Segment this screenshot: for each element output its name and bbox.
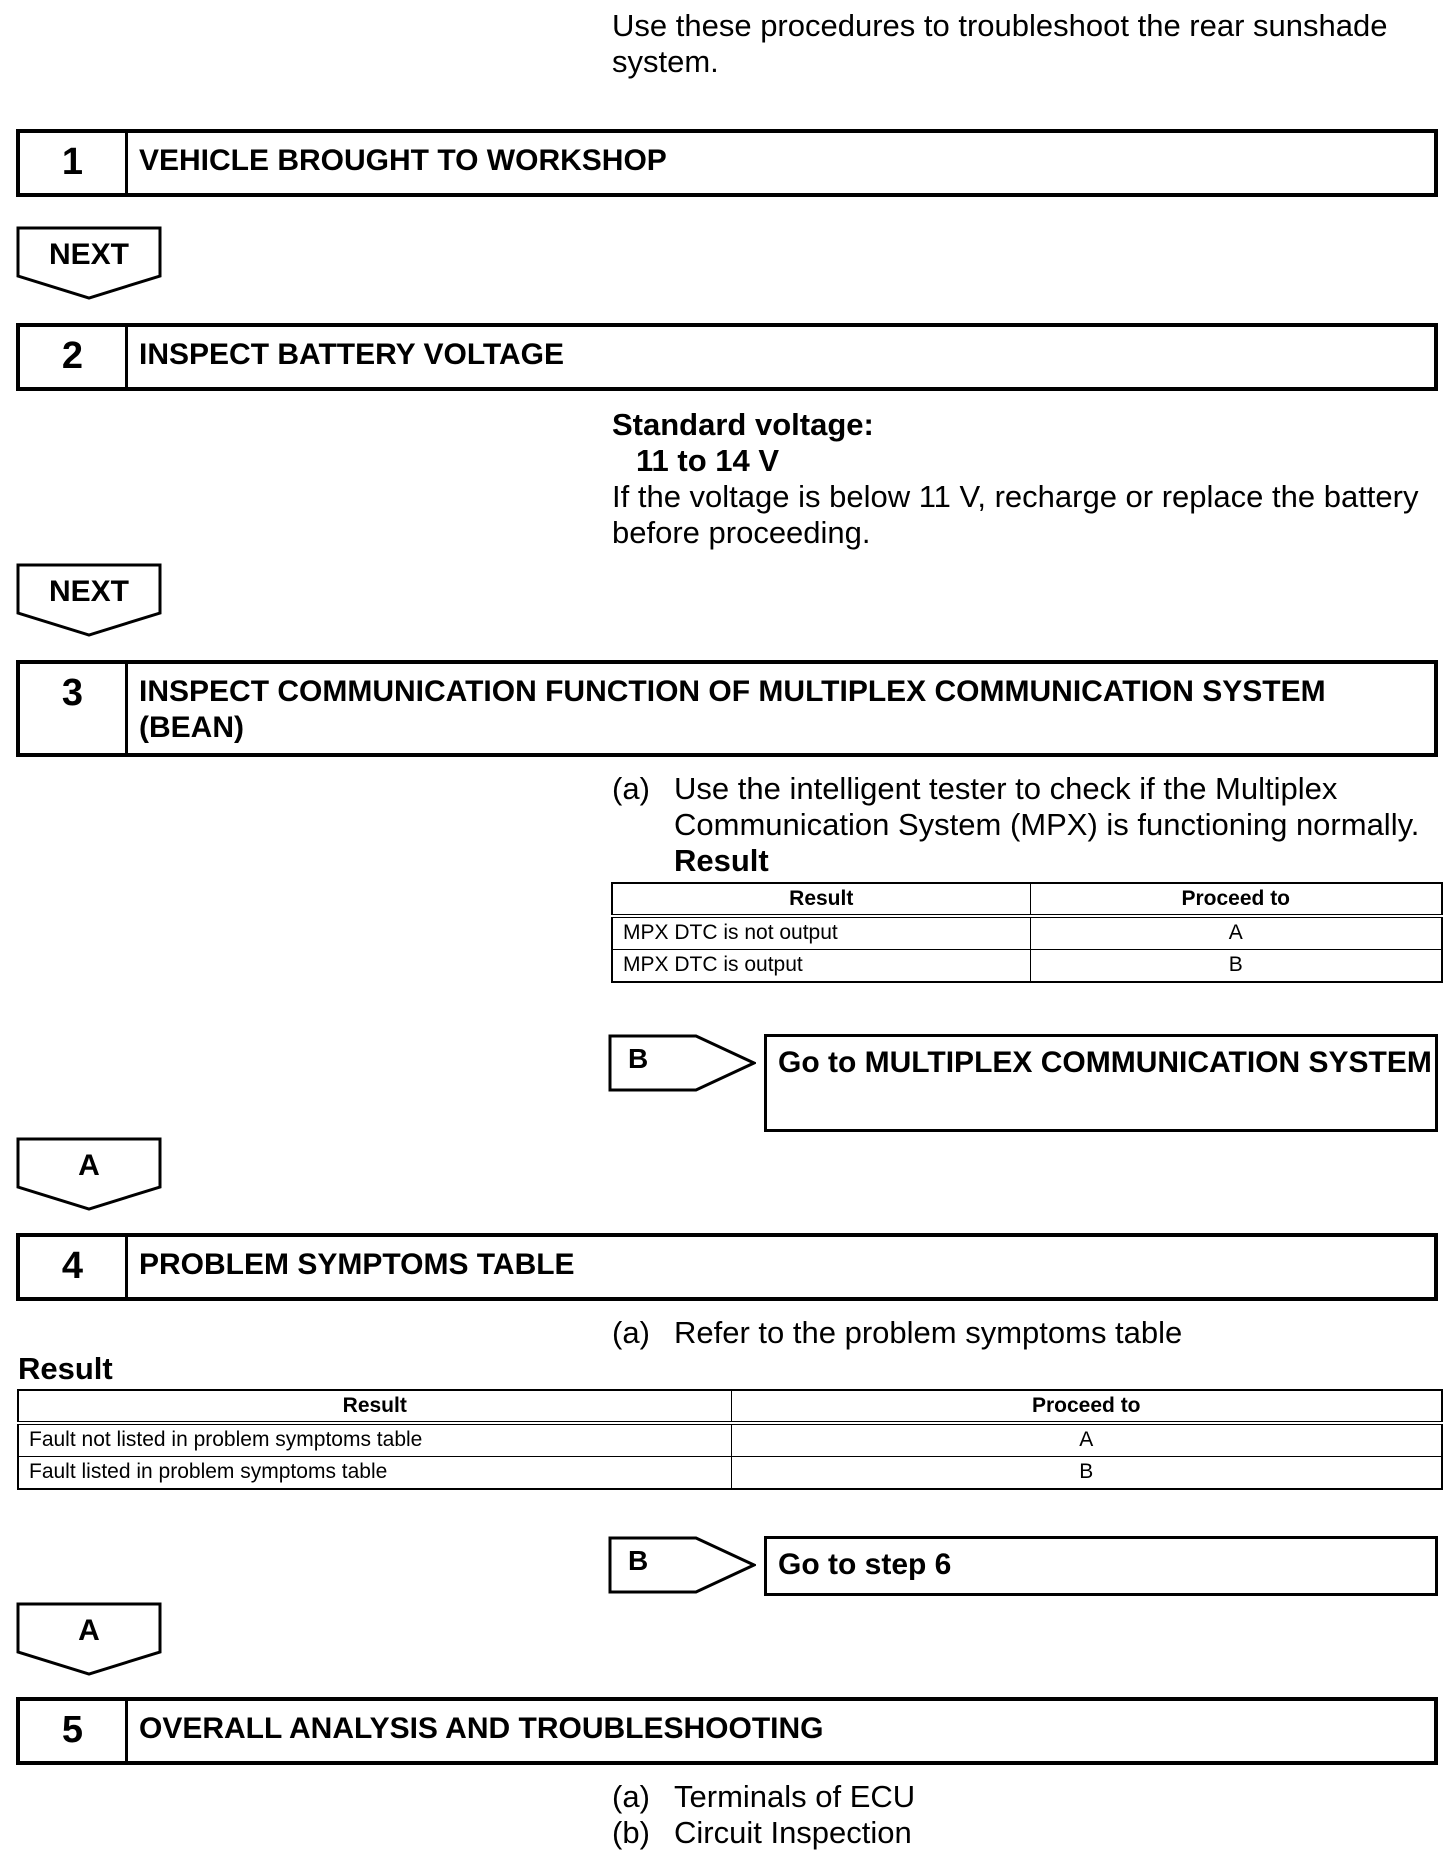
standard-voltage-label: Standard voltage: bbox=[612, 407, 874, 442]
step-3-item-a bbox=[612, 771, 1442, 881]
item-text: Use the intelligent tester to check if the Multiplex Communication System (MPX) is functioning normally. bbox=[674, 771, 1420, 842]
item-label: (b) bbox=[612, 1815, 650, 1850]
proceed-cell: B bbox=[731, 1456, 1442, 1489]
column-header: Proceed to bbox=[1030, 883, 1442, 916]
item-label: (a) bbox=[612, 1779, 650, 1814]
step-title: INSPECT COMMUNICATION FUNCTION OF MULTIPLEX COMMUNICATION SYSTEM (BEAN) bbox=[139, 675, 1326, 744]
item-text: Circuit Inspection bbox=[674, 1815, 912, 1850]
arrow-label: B bbox=[628, 1545, 649, 1576]
step-title: OVERALL ANALYSIS AND TROUBLESHOOTING bbox=[139, 1712, 824, 1745]
step-title: VEHICLE BROUGHT TO WORKSHOP bbox=[139, 144, 667, 177]
step-number: 4 bbox=[20, 1237, 128, 1297]
step-title: INSPECT BATTERY VOLTAGE bbox=[139, 338, 565, 371]
step-5-header bbox=[16, 1697, 1438, 1765]
step-2-header bbox=[16, 323, 1438, 391]
step-number: 1 bbox=[20, 133, 128, 193]
item-text: Refer to the problem symptoms table bbox=[674, 1315, 1183, 1350]
step-4-header bbox=[16, 1233, 1438, 1301]
table-header-row bbox=[612, 883, 1442, 916]
next-arrow bbox=[16, 226, 162, 300]
result-cell: Fault not listed in problem symptoms table bbox=[18, 1423, 731, 1456]
step-4-result-table bbox=[17, 1389, 1443, 1490]
step-5-item-a bbox=[612, 1779, 1442, 1815]
arrow-label: A bbox=[78, 1614, 100, 1647]
step-title: PROBLEM SYMPTOMS TABLE bbox=[139, 1248, 575, 1281]
column-header: Proceed to bbox=[731, 1390, 1442, 1423]
result-cell: MPX DTC is output bbox=[612, 949, 1030, 982]
proceed-cell: A bbox=[731, 1423, 1442, 1456]
voltage-note: If the voltage is below 11 V, recharge or replace the battery before proceeding. bbox=[612, 479, 1419, 550]
step-3-result-table bbox=[611, 882, 1443, 983]
item-label: (a) bbox=[612, 1315, 650, 1350]
arrow-label: NEXT bbox=[48, 575, 129, 608]
table-row bbox=[612, 949, 1442, 982]
b-arrow bbox=[608, 1536, 756, 1594]
b-arrow bbox=[608, 1034, 756, 1092]
arrow-label: B bbox=[628, 1043, 649, 1074]
column-header: Result bbox=[18, 1390, 731, 1423]
standard-voltage-value: 11 to 14 V bbox=[636, 443, 780, 478]
result-cell: MPX DTC is not output bbox=[612, 916, 1030, 949]
arrow-label: NEXT bbox=[48, 238, 129, 271]
arrow-label: A bbox=[78, 1149, 100, 1182]
proceed-cell: A bbox=[1030, 916, 1442, 949]
step-3-header bbox=[16, 660, 1438, 757]
result-label: Result bbox=[674, 843, 769, 878]
step-number: 2 bbox=[20, 327, 128, 387]
step-4-item-a bbox=[612, 1315, 1442, 1355]
intro-text: Use these procedures to troubleshoot the rear sunshade system. bbox=[612, 8, 1388, 79]
result-cell: Fault listed in problem symptoms table bbox=[18, 1456, 731, 1489]
table-row bbox=[18, 1423, 1442, 1456]
result-label: Result bbox=[18, 1351, 113, 1386]
step-number: 5 bbox=[20, 1701, 128, 1761]
step-5-item-b bbox=[612, 1815, 1442, 1851]
step-number: 3 bbox=[20, 664, 128, 753]
a-arrow bbox=[16, 1602, 162, 1676]
goto-step-6-box: Go to step 6 bbox=[764, 1536, 1438, 1596]
table-row bbox=[18, 1456, 1442, 1489]
table-header-row bbox=[18, 1390, 1442, 1423]
item-text: Terminals of ECU bbox=[674, 1779, 916, 1814]
goto-multiplex-box: Go to MULTIPLEX COMMUNICATION SYSTEM bbox=[764, 1034, 1438, 1132]
table-row bbox=[612, 916, 1442, 949]
proceed-cell: B bbox=[1030, 949, 1442, 982]
a-arrow bbox=[16, 1137, 162, 1211]
item-label: (a) bbox=[612, 771, 650, 806]
column-header: Result bbox=[612, 883, 1030, 916]
step-1-header bbox=[16, 129, 1438, 197]
next-arrow bbox=[16, 563, 162, 637]
